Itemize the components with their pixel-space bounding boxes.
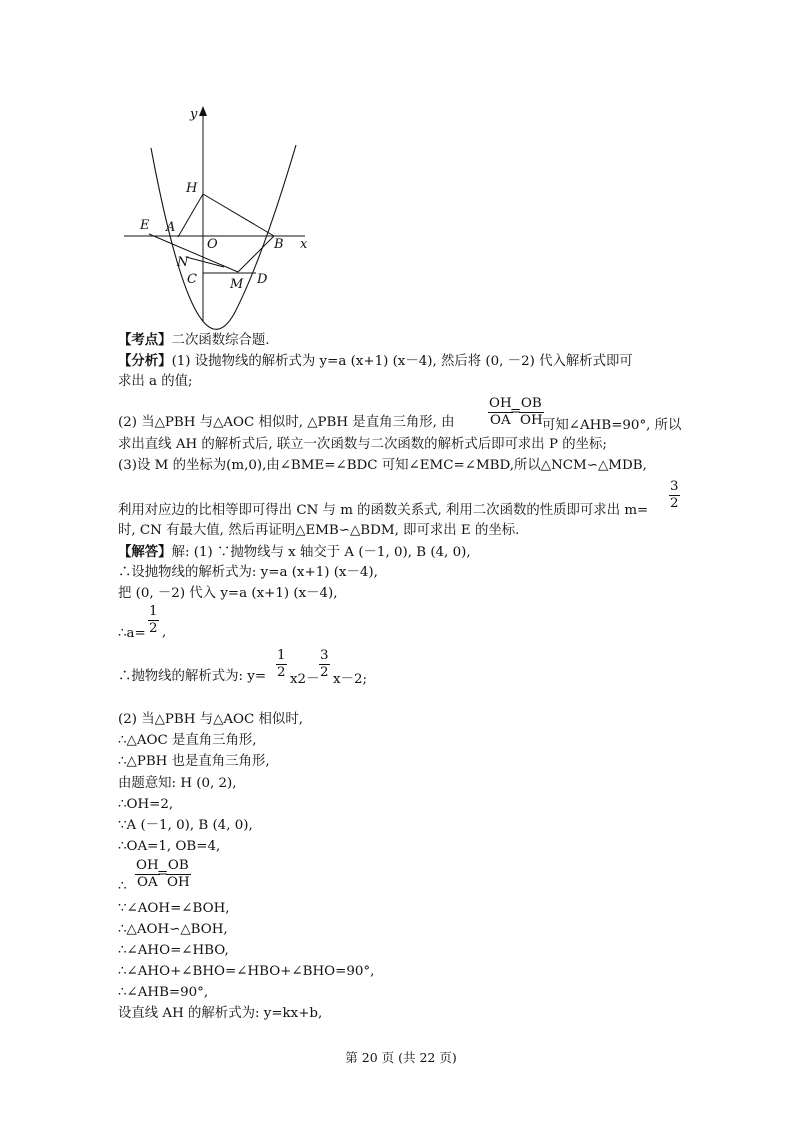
fenxi-line-5: (3)设 M 的坐标为(m,0),由∠BME=∠BDC 可知∠EMC=∠MBD,所以△NCM∽△MDB,	[118, 458, 647, 473]
fenxi-fraction-oh-oa: $\frac{OH}{OA}$	[489, 396, 512, 428]
part2-line-13: ∴∠AHB=90°,	[118, 985, 209, 1000]
part2-line-7: ∴OA=1, OB=4,	[118, 839, 221, 854]
fenxi-line-2: 求出 a 的值;	[118, 374, 193, 389]
fenxi-line-4: 求出直线 AH 的解析式后, 联立一次函数与二次函数的解析式后即可求出 P 的坐标;	[118, 437, 607, 452]
label-H: H	[186, 181, 198, 196]
jieda-line-1	[118, 543, 471, 562]
segment-EM	[149, 234, 238, 272]
fenxi-text-1: (1) 设抛物线的解析式为 y=a (x+1) (x－4), 然后将 (0, －2) 代入解析式即可	[171, 354, 633, 369]
jieda-fraction-p1: $\frac{1}{2}$	[277, 648, 286, 680]
jieda-fraction-a: $\frac{1}{2}$	[149, 604, 158, 636]
fenxi-line-7: 时, CN 有最大值, 然后再证明△EMB∽△BDM, 即可求出 E 的坐标.	[118, 523, 520, 538]
fenxi-fraction-eq: =	[510, 404, 522, 419]
part2-line-9: ∵∠AOH=∠BOH,	[118, 901, 230, 916]
label-D: D	[257, 272, 268, 287]
label-O: O	[207, 237, 218, 252]
fenxi-tag: 【分析】	[118, 353, 172, 369]
part2-line-2: ∴△AOC 是直角三角形,	[118, 733, 257, 748]
fenxi-line-3a: (2) 当△PBH 与△AOC 相似时, △PBH 是直角三角形, 由	[118, 415, 455, 430]
jieda-text-1: 解: (1) ∵抛物线与 x 轴交于 A (－1, 0), B (4, 0),	[171, 545, 471, 560]
label-E: E	[140, 218, 150, 233]
parabola-figure	[0, 0, 802, 330]
part2-line-11: ∴∠AHO=∠HBO,	[118, 943, 229, 958]
segment-BM	[238, 236, 274, 272]
part2-line-6: ∵A (－1, 0), B (4, 0),	[118, 818, 253, 833]
part2-line-12: ∴∠AHO+∠BHO=∠HBO+∠BHO=90°,	[118, 964, 375, 979]
fenxi-line-3b: 可知∠AHB=90°, 所以	[542, 418, 682, 433]
jieda-line-4-comma: ,	[162, 625, 167, 640]
jieda-line-4: ∴a=	[118, 626, 146, 641]
segment-HA	[178, 194, 203, 237]
jieda-fraction-p2: $\frac{3}{2}$	[320, 648, 329, 680]
label-x: x	[300, 237, 308, 252]
part2-line-5: ∴OH=2,	[118, 797, 174, 812]
y-axis-arrow	[199, 106, 207, 116]
jieda-line-2: ∴设抛物线的解析式为: y=a (x+1) (x－4),	[118, 565, 378, 580]
kaodian-tag: 【考点】	[118, 332, 172, 348]
part2-line-3: ∴△PBH 也是直角三角形,	[118, 754, 270, 769]
label-A: A	[166, 220, 176, 235]
jieda-tag: 【解答】	[118, 544, 172, 560]
fenxi-fraction-ob-oh: $\frac{OB}{OH}$	[520, 396, 543, 428]
kaodian-line	[118, 331, 270, 350]
segment-HB	[203, 194, 274, 236]
jieda-line-5: ∴抛物线的解析式为: y=	[118, 669, 267, 684]
label-M: M	[230, 277, 244, 292]
part2-line-4: 由题意知: H (0, 2),	[118, 776, 237, 791]
part2-line-14: 设直线 AH 的解析式为: y=kx+b,	[118, 1006, 323, 1021]
fenxi-line-6: 利用对应边的比相等即可得出 CN 与 m 的函数关系式, 利用二次函数的性质即可求出 m=	[118, 503, 649, 518]
part2-line-1: (2) 当△PBH 与△AOC 相似时,	[118, 712, 303, 727]
part2-line-8: ∴	[118, 879, 127, 894]
jieda-line-5-end: x－2;	[333, 672, 367, 687]
fenxi-fraction-m: $\frac{3}{2}$	[670, 479, 679, 511]
part2-fraction-eq: =	[157, 866, 169, 881]
segment-NM	[186, 257, 224, 267]
label-N: N	[177, 255, 189, 270]
label-y: y	[190, 107, 198, 122]
jieda-line-3: 把 (0, －2) 代入 y=a (x+1) (x－4),	[118, 586, 338, 601]
fenxi-line-1	[118, 352, 633, 371]
label-C: C	[187, 272, 197, 287]
kaodian-text: 二次函数综合题.	[171, 333, 270, 348]
part2-line-10: ∴△AOH∽△BOH,	[118, 922, 228, 937]
label-B: B	[274, 237, 284, 252]
part2-fraction-oh-oa: $\frac{OH}{OA}$	[136, 858, 159, 890]
page-footer: 第 20 页 (共 22 页)	[345, 1050, 457, 1065]
jieda-line-5-mid: x2－	[290, 672, 320, 687]
part2-fraction-ob-oh: $\frac{OB}{OH}$	[167, 858, 190, 890]
